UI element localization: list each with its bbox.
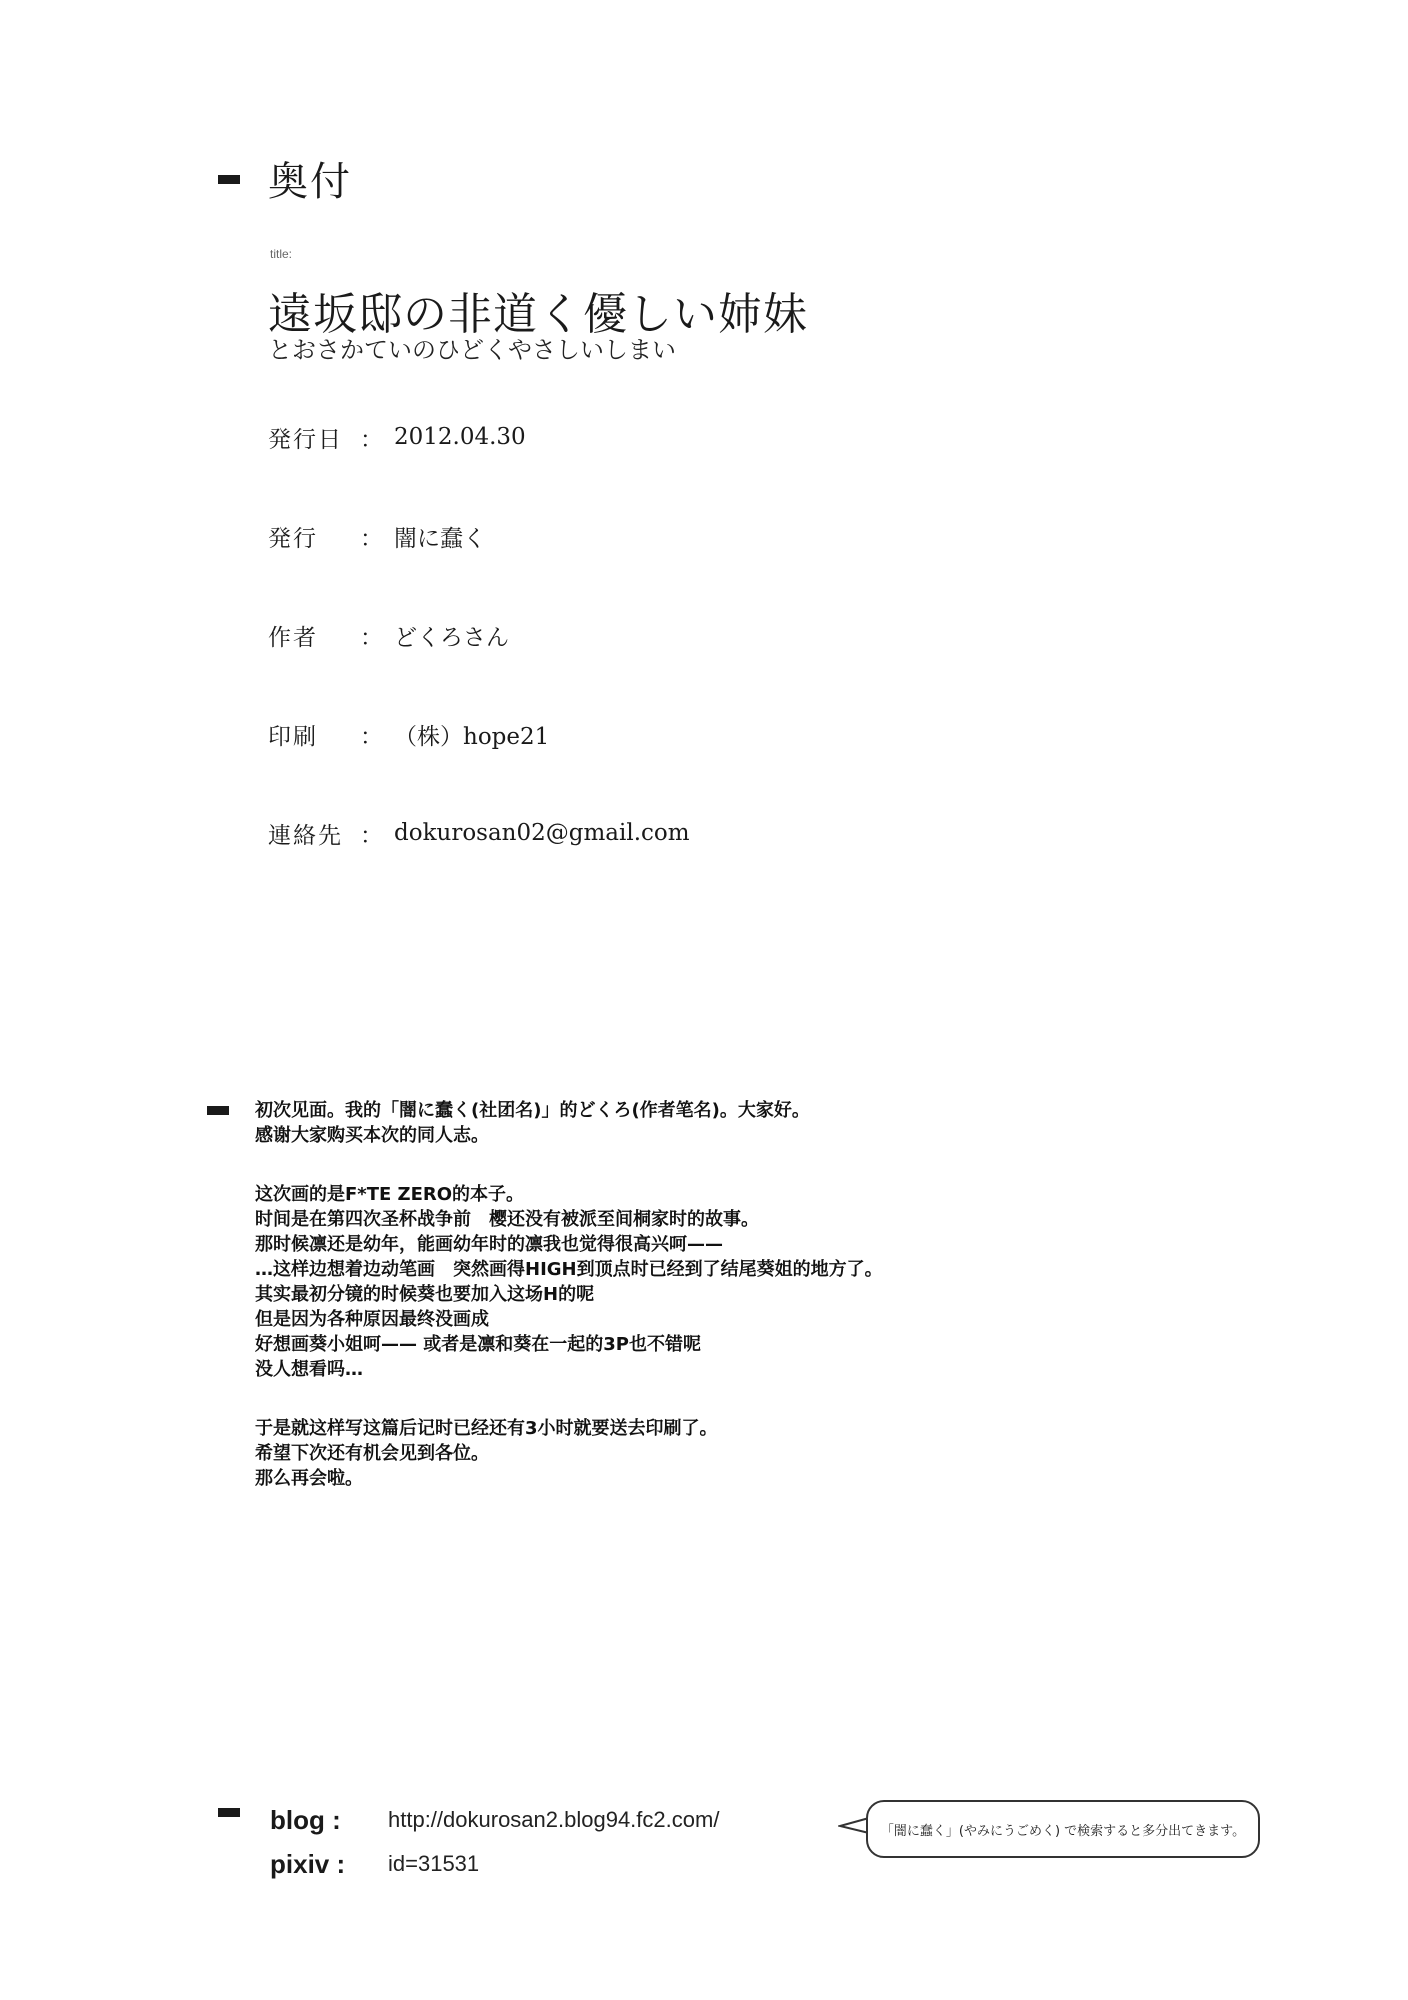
info-label: 作者 [268, 624, 318, 651]
info-row-publisher [268, 519, 486, 553]
blog-row [270, 1798, 719, 1842]
info-colon: ： [360, 822, 383, 849]
book-title-reading: とおさかていのひどくやさしいしまい [268, 336, 676, 364]
search-hint-bubble: 「闇に蠢く」(やみにうごめく) で検索すると多分出てきます。 [866, 1800, 1260, 1858]
afterword-paragraph-3 [255, 1416, 1155, 1491]
blog-url: http://dokurosan2.blog94.fc2.com/ [388, 1807, 720, 1832]
section-marker-links [218, 1808, 240, 1817]
info-label: 連絡先 [268, 822, 343, 849]
info-colon: ： [360, 624, 383, 651]
info-colon: ： [360, 525, 383, 552]
section-marker-afterword [207, 1106, 229, 1115]
info-row-contact [268, 816, 690, 850]
info-label: 発行 [268, 525, 318, 552]
afterword-line: 于是就这样写这篇后记时已经还有3小时就要送去印刷了。 [255, 1418, 718, 1439]
section-marker-colophon [218, 175, 240, 184]
info-row-printer [268, 717, 549, 751]
colophon-heading: 奥付 [268, 159, 352, 205]
info-row-author [268, 618, 509, 652]
afterword-line: 时间是在第四次圣杯战争前 樱还没有被派至间桐家时的故事。 [255, 1209, 759, 1230]
book-title: 遠坂邸の非道く優しい姉妹 [268, 289, 808, 340]
info-label: 発行日 [268, 426, 343, 453]
title-label: title: [270, 247, 293, 261]
afterword-line: 其实最初分镜的时候葵也要加入这场H的呢 [255, 1284, 595, 1305]
afterword-line: 好想画葵小姐呵—— 或者是凛和葵在一起的3P也不错呢 [255, 1334, 701, 1355]
info-value: どくろさん [394, 624, 509, 651]
afterword-line: 那么再会啦。 [255, 1468, 363, 1489]
afterword-line: …这样边想着边动笔画 突然画得HIGH到顶点时已经到了结尾葵姐的地方了。 [255, 1259, 883, 1280]
afterword-paragraph-2 [255, 1182, 1155, 1382]
pixiv-label: pixiv : [270, 1848, 346, 1879]
info-colon: ： [360, 723, 383, 750]
afterword-line: 但是因为各种原因最终没画成 [255, 1309, 489, 1330]
info-value: （株）hope21 [394, 723, 550, 750]
pixiv-row [270, 1842, 719, 1886]
afterword-line: 感谢大家购买本次的同人志。 [255, 1125, 489, 1146]
afterword-line: 希望下次还有机会见到各位。 [255, 1443, 489, 1464]
afterword-line: 初次见面。我的「闇に蠢く(社团名)」的どくろ(作者笔名)。大家好。 [255, 1100, 810, 1121]
afterword [255, 1098, 1155, 1525]
afterword-line: 没人想看吗… [255, 1359, 363, 1380]
info-value: 闇に蠢く [394, 525, 486, 552]
afterword-paragraph-1 [255, 1098, 1155, 1148]
pixiv-id: id=31531 [388, 1851, 480, 1876]
links-block [270, 1798, 719, 1886]
info-value: dokurosan02@gmail.com [394, 820, 690, 846]
afterword-line: 那时候凛还是幼年，能画幼年时的凛我也觉得很高兴呵—— [255, 1234, 723, 1255]
info-label: 印刷 [268, 723, 318, 750]
info-value: 2012.04.30 [394, 424, 526, 450]
afterword-line: 这次画的是F*TE ZERO的本子。 [255, 1184, 525, 1205]
info-colon: ： [360, 426, 383, 453]
info-row-date [268, 420, 526, 454]
blog-label: blog : [270, 1804, 341, 1835]
